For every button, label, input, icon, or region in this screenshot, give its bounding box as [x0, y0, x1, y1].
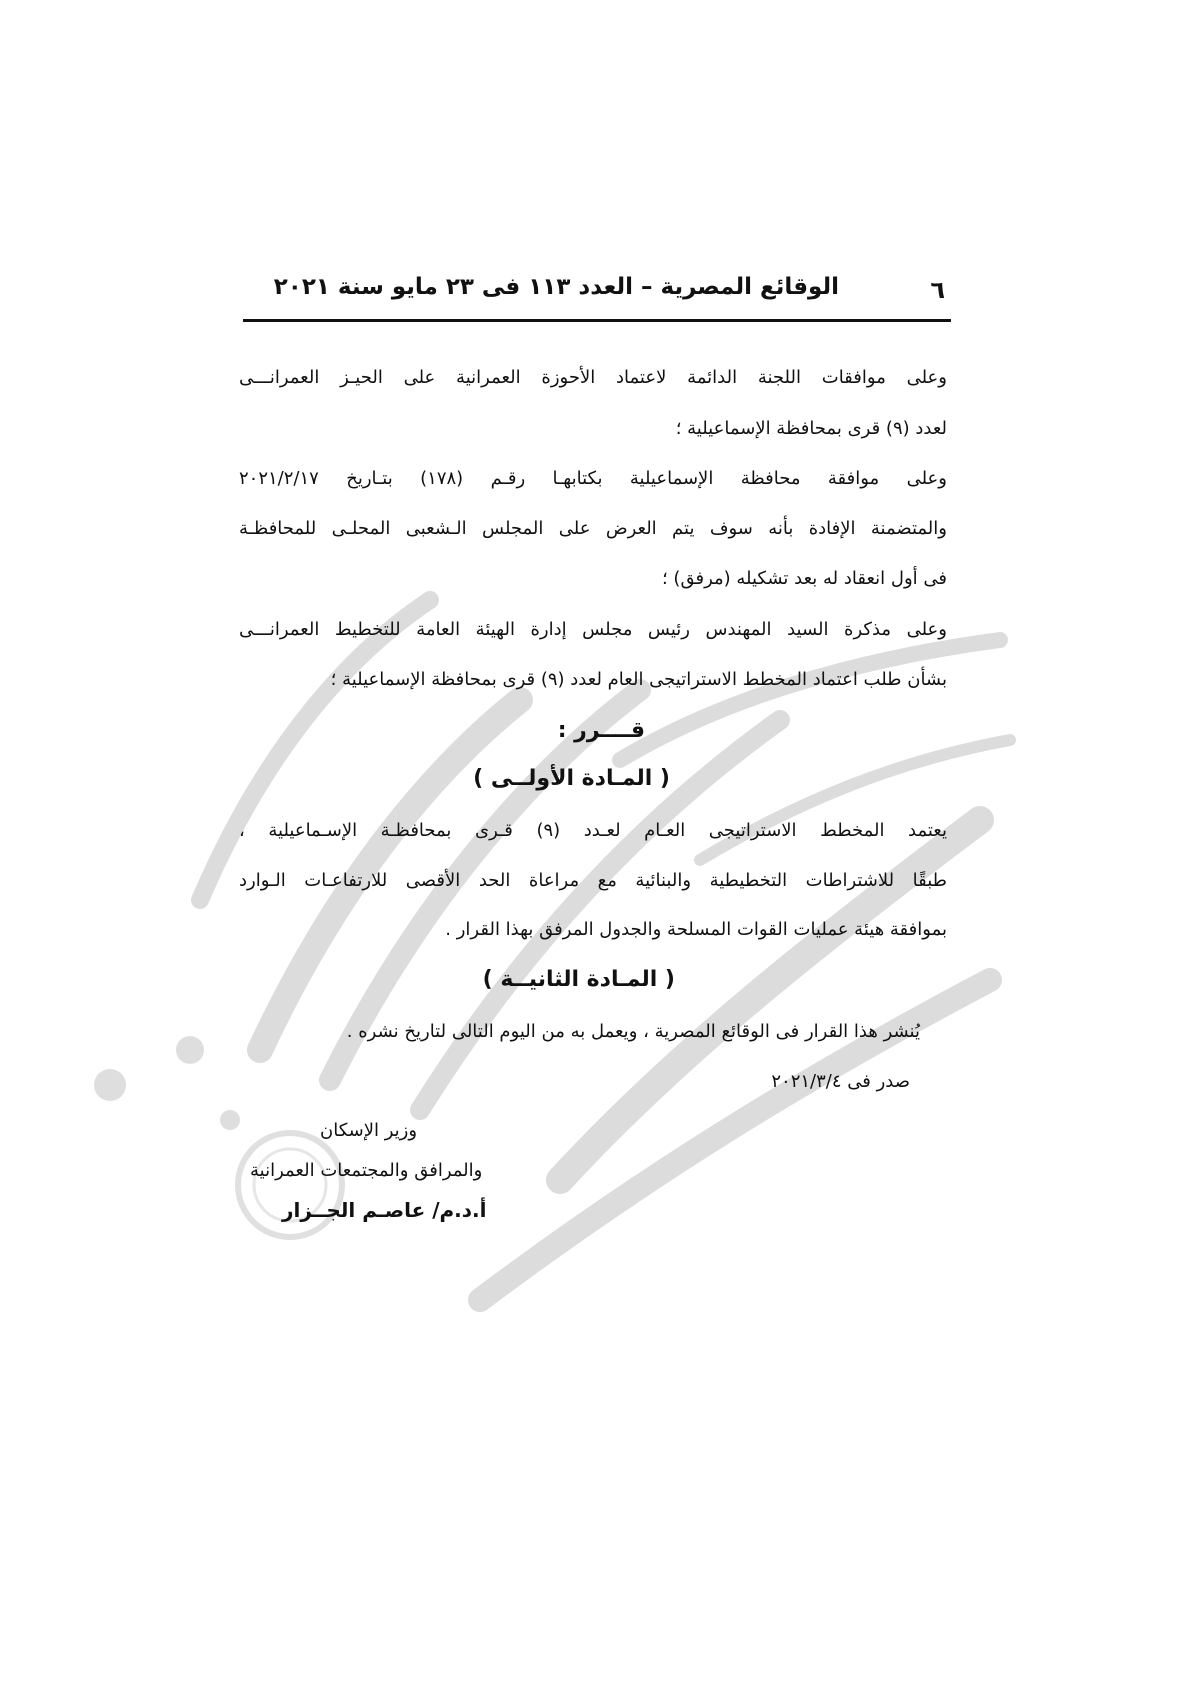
- minister-title-line-1: وزير الإسكان: [320, 1120, 418, 1141]
- body-line: وعلى موافقات اللجنة الدائمة لاعتماد الأحوزة العمرانية على الحيـز العمرانـــى: [239, 367, 947, 388]
- body-line: وعلى مذكرة السيد المهندس رئيس مجلس إدارة الهيئة العامة للتخطيط العمرانـــى: [239, 619, 947, 640]
- decision-heading: قــــرر :: [557, 718, 645, 743]
- body-line: يُنشر هذا القرار فى الوقائع المصرية ، ويعمل به من اليوم التالى لتاريخ نشره .: [346, 1021, 920, 1042]
- article-1-heading: ( المـادة الأولــى ): [473, 766, 670, 791]
- journal-title: الوقائع المصرية – العدد ١١٣ فى ٢٣ مايو سنة ٢٠٢١: [273, 274, 839, 300]
- body-line: طبقًا للاشتراطات التخطيطية والبنائية مع مراعاة الحد الأقصى للارتفاعـات الـوارد: [239, 870, 947, 891]
- body-line: بموافقة هيئة عمليات القوات المسلحة والجدول المرفق بهذا القرار .: [445, 919, 947, 940]
- body-line: فى أول انعقاد له بعد تشكيله (مرفق) ؛: [661, 568, 947, 589]
- header-rule: [243, 319, 951, 322]
- page-header: [243, 272, 951, 308]
- page-number: ٦: [930, 276, 945, 304]
- body-line: يعتمد المخطط الاستراتيجى العـام لعـدد (٩) قـرى بمحافظـة الإسـماعيلية ،: [239, 820, 947, 841]
- body-line: وعلى موافقة محافظة الإسماعيلية بكتابهـا رقـم (١٧٨) بتـاريخ ٢٠٢١/٢/١٧: [239, 468, 947, 489]
- minister-title-line-2: والمرافق والمجتمعات العمرانية: [250, 1160, 483, 1181]
- minister-name: أ.د.م/ عاصـم الجــزار: [282, 1198, 487, 1222]
- body-line: والمتضمنة الإفادة بأنه سوف يتم العرض على المجلس الـشعبى المحلـى للمحافظـة: [239, 518, 947, 539]
- issued-date: صدر فى ٢٠٢١/٣/٤: [771, 1071, 910, 1092]
- article-2-heading: ( المـادة الثانيــة ): [482, 967, 675, 992]
- body-line: بشأن طلب اعتماد المخطط الاستراتيجى العام لعدد (٩) قرى بمحافظة الإسماعيلية ؛: [330, 669, 947, 690]
- body-line: لعدد (٩) قرى بمحافظة الإسماعيلية ؛: [675, 418, 947, 439]
